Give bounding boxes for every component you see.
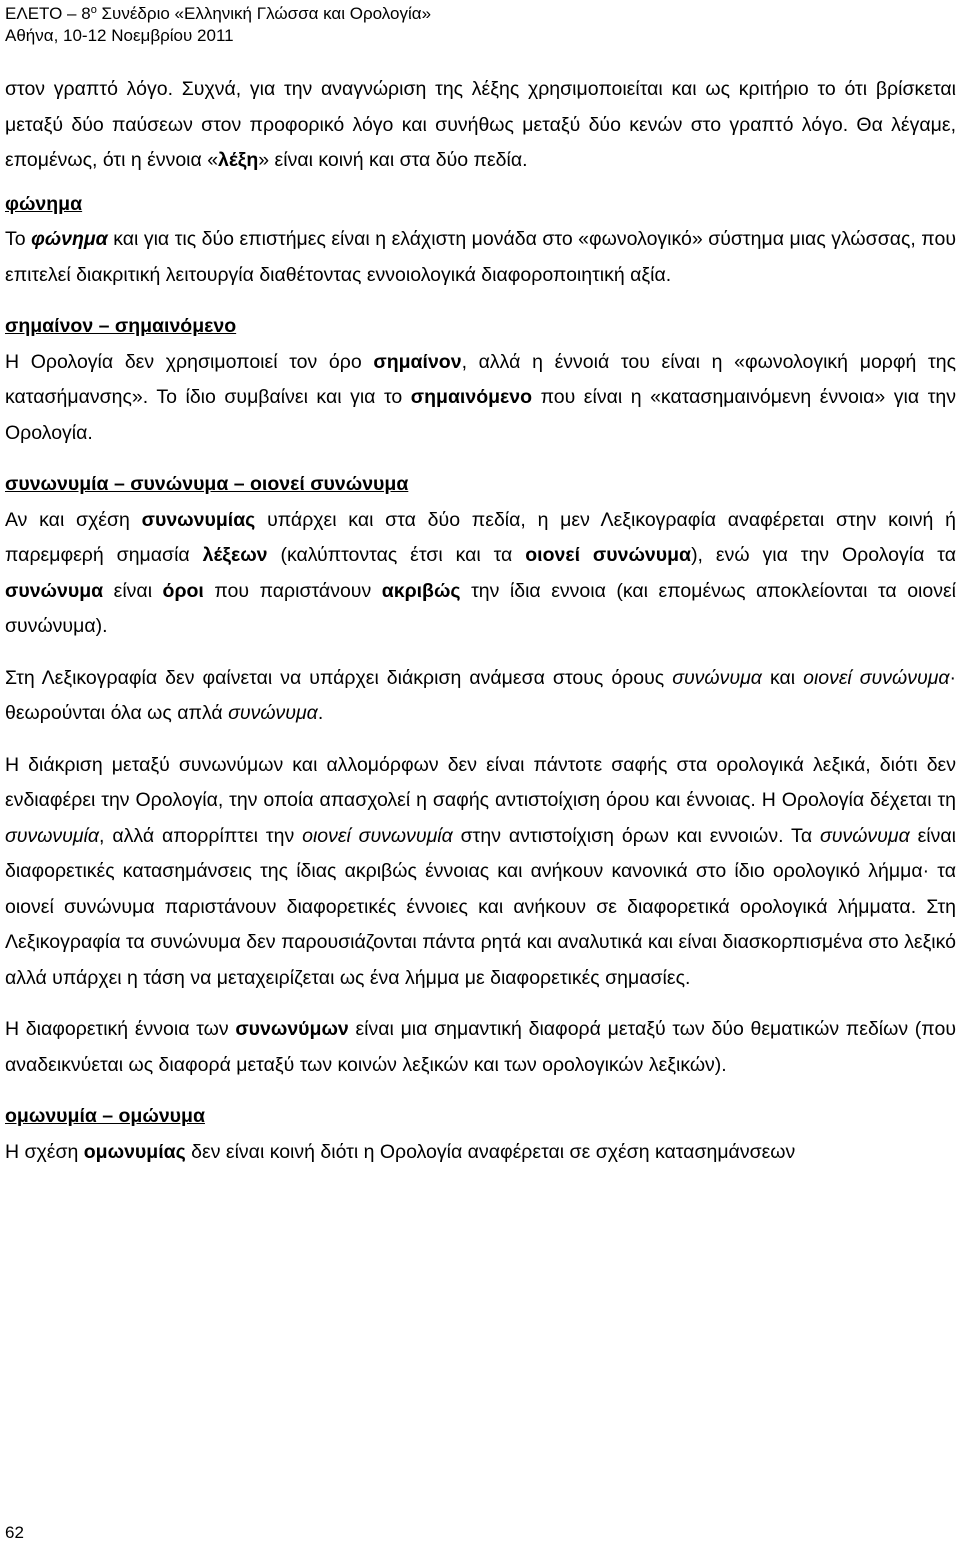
signifier-paragraph: Η Ορολογία δεν χρησιμοποιεί τον όρο σημαίνον, αλλά η έννοιά του είναι η «φωνολογική μορφή της κατασήμανσης». Το ίδιο συμβαίνει και για το σημαινόμενο που είναι η «κατασημαινόμενη έννοια» για την Ορολογία.	[5, 350, 956, 444]
synonymy-paragraph-3: Η διάκριση μεταξύ συνωνύμων και αλλομόρφων δεν είναι πάντοτε σαφής στα ορολογικά λεξικά, διότι δεν ενδιαφέρει την Ορολογία, την οποία απασχολεί η σαφής αντιστοίχιση όρου και έννοιας. Η Ορολογία δέχεται τη συνωνυμία, αλλά απορρίπτει την οιονεί συνωνυμία στην αντιστοίχιση όρων και εννοιών. Τα συνώνυμα είναι διαφορετικές κατασημάνσεις της ίδιας ακριβώς έννοιας και ανήκουν κανονικά στο ίδιο ορολογικό λήμμα· τα οιονεί συνώνυμα παριστάνουν διαφορετικές έννοιες και ανήκουν σε διαφορετικά ορολογικά λήμματα. Στη Λεξικογραφία τα συνώνυμα δεν παρουσιάζονται πάντα ρητά και αναλυτικά και είναι διασκορπισμένα στο λεξικό αλλά υπάρχει η τάση να μεταχειρίζεται ως ένα λήμμα με διαφορετικές σημασίες.	[5, 753, 956, 989]
section-title-phoneme: φώνημα	[5, 192, 83, 215]
header-conference-title: ΕΛΕΤΟ – $8^o$ Συνέδριο «Ελληνική Γλώσσα και Ορολογία»	[5, 4, 432, 23]
section-phoneme	[5, 187, 956, 294]
document-body	[5, 72, 956, 1170]
section-title-signifier: σημαίνον – σημαινόμενο	[5, 315, 237, 337]
section-signifier	[5, 309, 956, 451]
synonymy-paragraph-2: Στη Λεξικογραφία δεν φαίνεται να υπάρχει διάκριση ανάμεσα στους όρους συνώνυμα και οιονεί συνώνυμα· θεωρούνται όλα ως απλά συνώνυμα.	[5, 666, 956, 724]
synonymy-paragraph-4: Η διαφορετική έννοια των συνωνύμων είναι μια σημαντική διαφορά μεταξύ των δύο θεματικών πεδίων (που αναδεικνύεται ως διαφορά μεταξύ των κοινών λεξικών και των ορολογικών λεξικών).	[5, 1018, 956, 1076]
section-title-synonymy: συνωνυμία – συνώνυμα – οιονεί συνώνυμα	[5, 473, 409, 495]
section-synonymy	[5, 467, 956, 1083]
homonymy-paragraph: Η σχέση ομωνυμίας δεν είναι κοινή διότι η Ορολογία αναφέρεται σε σχέση κατασημάνσεων	[5, 1140, 796, 1163]
phoneme-paragraph: Το φώνημα και για τις δύο επιστήμες είναι η ελάχιστη μονάδα στο «φωνολογικό» σύστημα μιας γλώσσας, που επιτελεί διακριτική λειτουργία διαθέτοντας εννοιολογικά διαφοροποιητική αξία.	[5, 228, 956, 286]
section-title-homonymy: ομωνυμία – ομώνυμα	[5, 1105, 205, 1127]
synonymy-paragraph-1: Αν και σχέση συνωνυμίας υπάρχει και στα δύο πεδία, η μεν Λεξικογραφία αναφέρεται στην κοινή ή παρεμφερή σημασία λέξεων (καλύπτοντας έτσι και τα οιονεί συνώνυμα), ενώ για την Ορολογία τα συνώνυμα είναι όροι που παριστάνουν ακριβώς την ίδια εννοια (και επομένως αποκλείονται τα οιονεί συνώνυμα).	[5, 508, 957, 637]
page-header	[5, 3, 431, 47]
page-number: 62	[5, 1523, 24, 1542]
header-conference-date: Αθήνα, 10-12 Νοεμβρίου 2011	[5, 26, 234, 45]
section-homonymy	[5, 1099, 956, 1170]
intro-paragraph: στον γραπτό λόγο. Συχνά, για την αναγνώριση της λέξης χρησιμοποιείται και ως κριτήριο το ότι βρίσκεται μεταξύ δύο παύσεων στον προφορικό λόγο και συνήθως μεταξύ δύο κενών στο γραπτό λόγο. Θα λέγαμε, επομένως, ότι η έννοια «λέξη» είναι κοινή και στα δύο πεδία.	[5, 78, 956, 171]
